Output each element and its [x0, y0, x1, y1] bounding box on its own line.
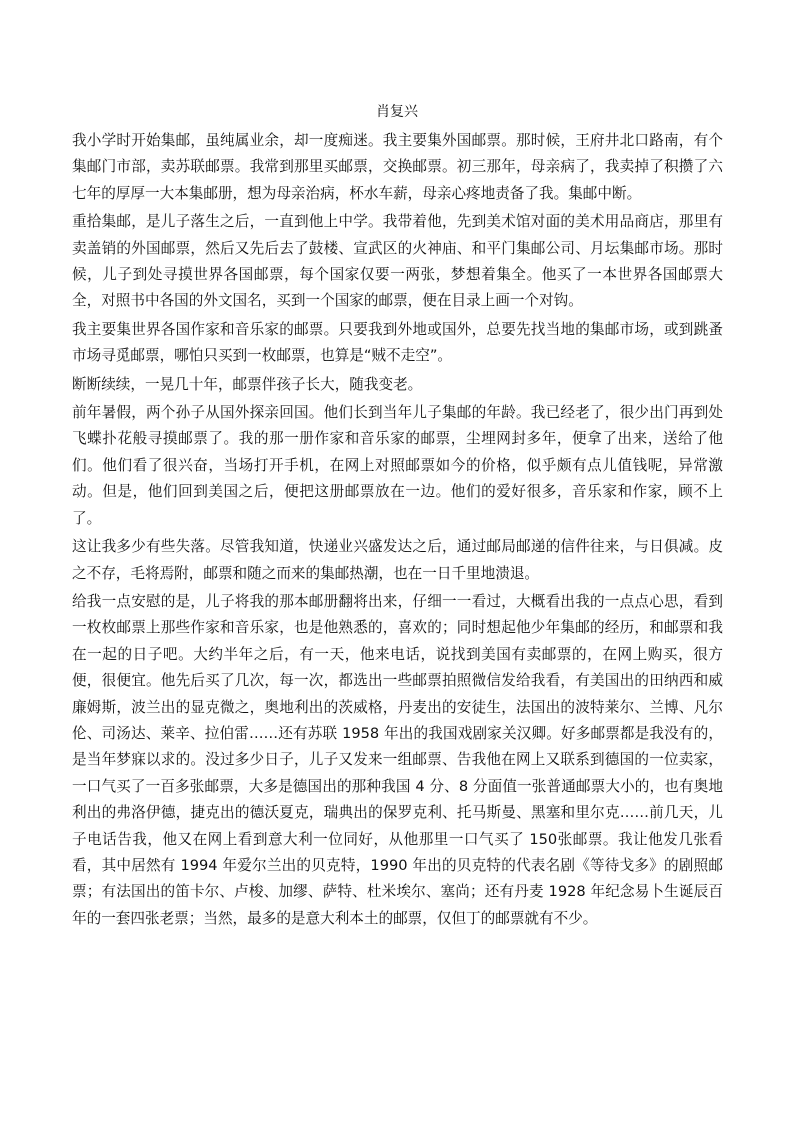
- paragraph: 重拾集邮，是儿子落生之后，一直到他上中学。我带着他，先到美术馆对面的美术用品商店，那里有卖盖销的外国邮票，然后又先后去了鼓楼、宣武区的火神庙、和平门集邮公司、月坛集邮市场。那时候，儿子到处寻摸世界各国邮票，每个国家仅要一两张，梦想着集全。他买了一本世界各国邮票大全，对照书中各国的外文国名，买到一个国家的邮票，便在目录上画一个对钩。: [72, 213, 723, 310]
- paragraph: 前年暑假，两个孙子从国外探亲回国。他们长到当年儿子集邮的年龄。我已经老了，很少出门再到处飞蝶扑花般寻摸邮票了。我的那一册作家和音乐家的邮票，尘埋网封多年，便拿了出来，送给了他们。他们看了很兴奋，当场打开手机，在网上对照邮票如今的价格，似乎颇有点儿值钱呢，异常激动。但是，他们回到美国之后，便把这册邮票放在一边。他们的爱好很多，音乐家和作家，顾不上了。: [72, 404, 723, 527]
- paragraph: 我小学时开始集邮，虽纯属业余，却一度痴迷。我主要集外国邮票。那时候，王府井北口路南，有个集邮门市部，卖苏联邮票。我常到那里买邮票，交换邮票。初三那年，母亲病了，我卖掉了积攒了六七年的厚厚一大本集邮册，想为母亲治病，杯水车薪，母亲心疼地责备了我。集邮中断。: [72, 132, 723, 202]
- paragraph: 断断续续，一晃几十年，邮票伴孩子长大，随我变老。: [72, 375, 423, 393]
- paragraph: 这让我多少有些失落。尽管我知道，快递业兴盛发达之后，通过邮局邮递的信件往来，与日俱减。皮之不存，毛将焉附，邮票和随之而来的集邮热潮，也在一日千里地溃退。: [72, 538, 723, 582]
- paragraph: 我主要集世界各国作家和音乐家的邮票。只要我到外地或国外，总要先找当地的集邮市场，或到跳蚤市场寻觅邮票，哪怕只买到一枚邮票，也算是“贼不走空”。: [72, 320, 723, 365]
- paragraph: 给我一点安慰的是，儿子将我的那本邮册翻将出来，仔细一一看过，大概看出我的一点点心思，看到一枚枚邮票上那些作家和音乐家，也是他熟悉的，喜欢的；同时想起他少年集邮的经历，和邮票和我在一起的日子吧。大约半年之后，有一天，他来电话，说找到美国有卖邮票的，在网上购买，很方便，很便宜。他先后买了几次，每一次，都选出一些邮票拍照微信发给我看，有美国出的田纳西和威廉姆斯，波兰出的显克微之，奥地利出的茨威格，丹麦出的安徒生，法国出的波特莱尔、兰博、凡尔伦、司汤达、莱辛、拉伯雷……还有苏联 1958 年出的我国戏剧家关汉卿。好多邮票都是我没有的，是当年梦寐以求的。没过多少日子，儿子又发来一组邮票、告我他在网上又联系到德国的一位卖家，一口气买了一百多张邮票，大多是德国出的那种我国 4 分、8 分面值一张普通邮票大小的，也有奥地利出的弗洛伊德，捷克出的德沃夏克，瑞典出的保罗克利、托马斯曼、黑塞和里尔克……前几天，儿子电话告我，他又在网上看到意大利一位同好，从他那里一口气买了 150张邮票。我让他发几张看看，其中居然有 1994 年爱尔兰出的贝克特，1990 年出的贝克特的代表名剧《等待戈多》的剧照邮票；有法国出的笛卡尔、卢梭、加缪、萨特、杜米埃尔、塞尚；还有丹麦 1928 年纪念易卜生诞辰百年的一套四张老票；当然，最多的是意大利本土的邮票，仅但丁的邮票就有不少。: [72, 592, 723, 927]
- author-name: 肖复兴: [376, 104, 418, 120]
- article-body: [72, 128, 723, 932]
